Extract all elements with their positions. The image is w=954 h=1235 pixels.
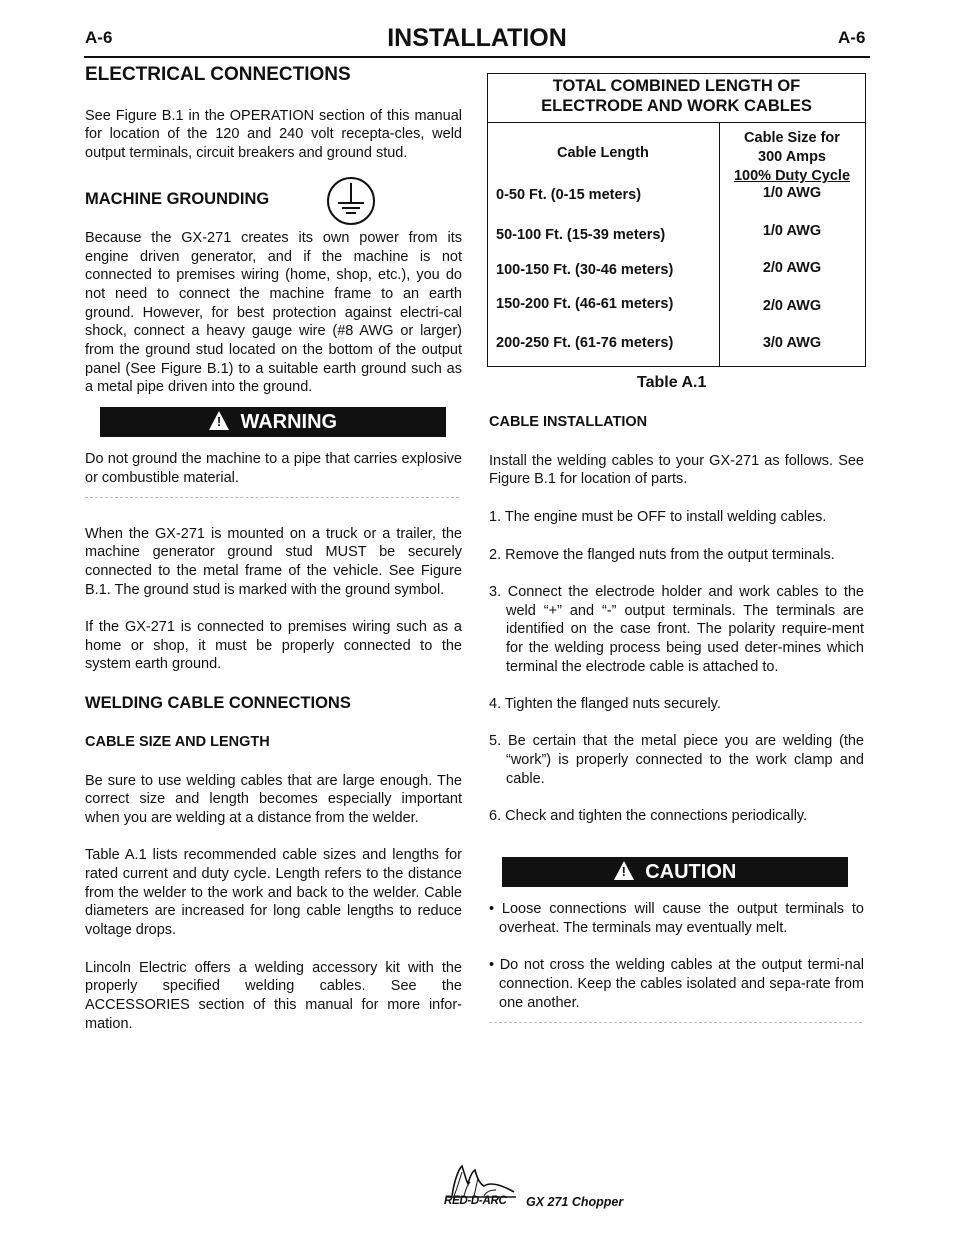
page-title: INSTALLATION bbox=[387, 24, 567, 52]
column-header-cable-size-line-1: Cable Size for bbox=[744, 130, 840, 146]
table-row-3-length: 100-150 Ft. (30-46 meters) bbox=[496, 262, 674, 278]
ground-symbol-icon bbox=[325, 175, 377, 233]
table-row-2-size: 1/0 AWG bbox=[762, 223, 822, 239]
column-header-cable-size-line-2: 300 Amps bbox=[758, 149, 826, 165]
table-header bbox=[488, 74, 865, 123]
table-row-2-length: 50-100 Ft. (15-39 meters) bbox=[496, 227, 666, 243]
page-number-left: A-6 bbox=[85, 28, 113, 47]
logo-text: RED-D-ARC bbox=[444, 1195, 507, 1207]
cable-installation-intro: Install the welding cables to your GX-271 as follows. See Figure B.1 for location of parts. bbox=[489, 452, 864, 488]
page-number-right: A-6 bbox=[838, 28, 866, 47]
header-rule bbox=[84, 56, 870, 58]
table-row-4-length: 150-200 Ft. (46-61 meters) bbox=[496, 296, 674, 312]
machine-grounding-heading: MACHINE GROUNDING bbox=[85, 189, 270, 208]
warning-label: WARNING bbox=[240, 411, 338, 434]
column-header-cable-length: Cable Length bbox=[557, 145, 649, 161]
table-header-line-1: TOTAL COMBINED LENGTH OF bbox=[552, 77, 801, 95]
table-row-4-size: 2/0 AWG bbox=[762, 298, 822, 314]
caution-list-container bbox=[489, 900, 864, 1031]
caution-item: • Loose connections will cause the output terminals to overheat. The terminals may eventually melt. bbox=[489, 901, 864, 936]
table-row-3-size: 2/0 AWG bbox=[762, 260, 822, 276]
cable-size-paragraph-1: Be sure to use welding cables that are large enough. The correct size and length becomes especially important when you are welding at a distance from the welder. bbox=[85, 772, 462, 826]
table-row-5-length: 200-250 Ft. (61-76 meters) bbox=[496, 335, 674, 351]
table-caption: Table A.1 bbox=[637, 374, 707, 391]
caution-banner bbox=[502, 857, 848, 887]
grounding-paragraph-3: If the GX-271 is connected to premises wiring such as a home or shop, it must be properly connected to the system earth ground. bbox=[85, 619, 462, 673]
table-row-1-size: 1/0 AWG bbox=[762, 185, 822, 201]
cable-size-paragraph-2: Table A.1 lists recommended cable sizes and lengths for rated current and duty cycle. Length refers to the distance from the welder to the work and back to the welder. Cable diameters are increased for long cable lengths to reduce voltage drops. bbox=[85, 847, 462, 939]
table-row-1-length: 0-50 Ft. (0-15 meters) bbox=[496, 187, 642, 203]
table-row-5-size: 3/0 AWG bbox=[762, 335, 822, 351]
installation-step: 1. The engine must be OFF to install welding cables. bbox=[489, 509, 827, 526]
welding-cable-connections-heading: WELDING CABLE CONNECTIONS bbox=[85, 694, 351, 713]
grounding-heading-row bbox=[85, 183, 462, 229]
column-header-cable-size-line-3: 100% Duty Cycle bbox=[733, 168, 851, 184]
right-column bbox=[489, 413, 864, 845]
warning-banner bbox=[100, 407, 446, 437]
cable-size-table bbox=[487, 73, 866, 367]
warning-text: Do not ground the machine to a pipe that carries explosive or combustible material. bbox=[85, 451, 462, 486]
electrical-connections-heading: ELECTRICAL CONNECTIONS bbox=[85, 64, 351, 85]
cable-size-paragraph-3: Lincoln Electric offers a welding accessory kit with the properly specified welding cables. See the ACCESSORIES section of this manual for more infor-mation. bbox=[85, 959, 462, 1032]
installation-step: 5. Be certain that the metal piece you are welding (the “work”) is properly connected to the work clamp and cable. bbox=[489, 733, 864, 787]
grounding-paragraph-1: Because the GX-271 creates its own power from its engine driven generator, and if the machine is not connected to premises wiring (home, shop, etc.), you do not need to connect the machine frame to an earth ground. However, for best protection against electri-cal shock, connect a heavy gauge wire (#8 AWG or larger) from the ground stud located on the bottom of the output panel (See Figure B.1) to a suitable earth ground such as a metal pipe driven into the ground. bbox=[85, 229, 462, 396]
cable-size-length-heading: CABLE SIZE AND LENGTH bbox=[85, 733, 270, 750]
warning-triangle-icon: ! bbox=[209, 411, 229, 430]
column-header-cable-size bbox=[720, 129, 864, 186]
footer-product-name: GX 271 Chopper bbox=[526, 1195, 624, 1209]
warning-divider bbox=[85, 497, 459, 498]
caution-list bbox=[489, 900, 864, 1012]
caution-divider bbox=[489, 1022, 862, 1023]
installation-step: 4. Tighten the flanged nuts securely. bbox=[489, 696, 721, 713]
red-d-arc-logo bbox=[444, 1162, 518, 1210]
left-column bbox=[85, 66, 462, 1033]
cable-installation-heading: CABLE INSTALLATION bbox=[489, 414, 648, 430]
caution-label: CAUTION bbox=[645, 861, 737, 883]
installation-step: 2. Remove the flanged nuts from the output terminals. bbox=[489, 546, 835, 563]
grounding-paragraph-2: When the GX-271 is mounted on a truck or a trailer, the machine generator ground stud MUST be securely connected to the metal frame of the vehicle. See Figure B.1. The ground stud is marked with the ground symbol. bbox=[85, 525, 462, 598]
electrical-paragraph: See Figure B.1 in the OPERATION section of this manual for location of the 120 and 240 volt recepta-cles, weld output terminals, circuit breakers and ground stud. bbox=[85, 107, 462, 162]
table-header-line-2: ELECTRODE AND WORK CABLES bbox=[541, 97, 812, 115]
caution-item: • Do not cross the welding cables at the output termi-nal connection. Keep the cables isolated and sepa-rate from one another. bbox=[489, 957, 864, 1011]
warning-triangle-icon: ! bbox=[614, 861, 634, 880]
installation-step: 6. Check and tighten the connections periodically. bbox=[489, 808, 808, 825]
installation-steps bbox=[489, 508, 864, 826]
installation-step: 3. Connect the electrode holder and work cables to the weld “+” and “-” output terminals. The terminals are identified on the case front. The polarity require-ment for the welding process being used deter-mines which terminal the electrode cable is attached to. bbox=[489, 583, 864, 675]
